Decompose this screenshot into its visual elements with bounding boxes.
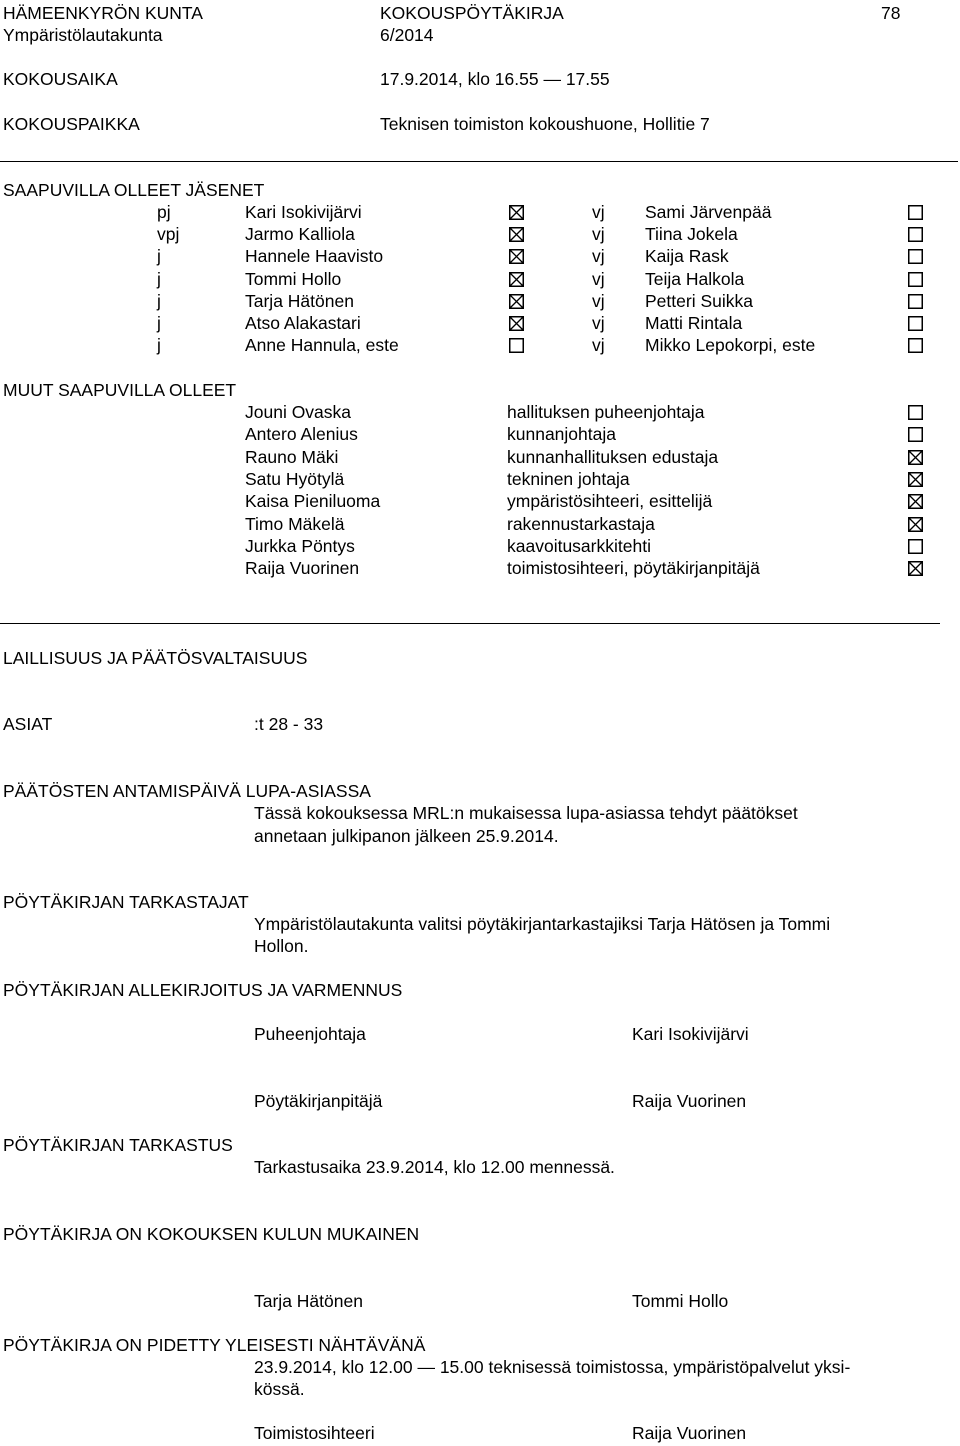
member-role: j: [157, 290, 161, 311]
deputy-name: Mikko Lepokorpi, este: [645, 335, 816, 356]
member-present-checkbox-checked[interactable]: [509, 205, 524, 220]
attendee-name: Satu Hyötylä: [245, 468, 345, 489]
deputy-name: Matti Rintala: [645, 313, 743, 333]
attendee-present-checkbox[interactable]: [908, 405, 923, 420]
member-role: j: [157, 335, 161, 356]
permit-text-line1: Tässä kokouksessa MRL:n mukaisessa lupa-asiassa tehdyt päätökset: [254, 803, 798, 823]
meeting-place-value: Teknisen toimiston kokoushuone, Hollitie 7: [380, 114, 710, 134]
members-heading: SAAPUVILLA OLLEET JÄSENET: [3, 180, 265, 200]
attendee-title: ympäristösihteeri, esittelijä: [507, 491, 713, 512]
deputy-name: Teija Halkola: [645, 268, 745, 289]
attendee-name: Kaisa Pieniluoma: [245, 491, 381, 512]
attendee-title: kunnanjohtaja: [507, 424, 616, 445]
publication-text-line1: 23.9.2014, klo 12.00 — 15.00 teknisessä toimistossa, ympäristöpalvelut yksi-: [254, 1357, 851, 1377]
attendee-present-checkbox-checked[interactable]: [908, 494, 923, 509]
member-role: pj: [157, 202, 171, 222]
municipality-name: HÄMEENKYRÖN KUNTA: [3, 3, 203, 23]
deputy-present-checkbox[interactable]: [908, 294, 923, 309]
examiners-text-line2: Hollon.: [254, 936, 309, 956]
attendee-title: rakennustarkastaja: [507, 513, 655, 534]
member-present-checkbox-checked[interactable]: [509, 227, 524, 242]
review-heading: PÖYTÄKIRJAN TARKASTUS: [3, 1135, 233, 1155]
deputy-name: Tiina Jokela: [645, 224, 738, 245]
member-present-checkbox[interactable]: [509, 338, 524, 353]
attendee-name: Rauno Mäki: [245, 446, 339, 467]
secretary-label: Pöytäkirjanpitäjä: [254, 1091, 383, 1111]
member-present-checkbox-checked[interactable]: [509, 272, 524, 287]
attendee-title: kunnanhallituksen edustaja: [507, 446, 719, 467]
publication-text-line2: kössä.: [254, 1379, 305, 1399]
deputy-name: Sami Järvenpää: [645, 202, 772, 222]
deputy-present-checkbox[interactable]: [908, 338, 923, 353]
attendee-present-checkbox-checked[interactable]: [908, 561, 923, 576]
chair-label: Puheenjohtaja: [254, 1024, 366, 1044]
member-name: Kari Isokivijärvi: [245, 202, 362, 222]
deputy-name: Kaija Rask: [645, 246, 729, 267]
page-number: 78: [881, 3, 901, 23]
conformity-signer-1: Tarja Hätönen: [254, 1291, 363, 1311]
conformity-heading: PÖYTÄKIRJA ON KOKOUKSEN KULUN MUKAINEN: [3, 1224, 420, 1244]
deputy-present-checkbox[interactable]: [908, 205, 923, 220]
attendee-name: Antero Alenius: [245, 424, 358, 445]
deputy-role: vj: [592, 335, 605, 356]
deputy-present-checkbox[interactable]: [908, 316, 923, 331]
member-role: j: [157, 246, 161, 267]
publication-heading: PÖYTÄKIRJA ON PIDETTY YLEISESTI NÄHTÄVÄNÄ: [3, 1335, 426, 1355]
publication-signer-label: Toimistosihteeri: [254, 1423, 375, 1443]
permit-heading: PÄÄTÖSTEN ANTAMISPÄIVÄ LUPA-ASIASSA: [3, 781, 371, 801]
board-name: Ympäristölautakunta: [3, 25, 163, 45]
deputy-present-checkbox[interactable]: [908, 272, 923, 287]
examiners-text-line1: Ympäristölautakunta valitsi pöytäkirjantarkastajiksi Tarja Hätösen ja Tommi: [254, 914, 831, 934]
deputy-role: vj: [592, 246, 605, 267]
meeting-time-label: KOKOUSAIKA: [3, 69, 118, 89]
attendee-name: Jurkka Pöntys: [245, 535, 355, 556]
member-role: j: [157, 313, 161, 333]
document-type: KOKOUSPÖYTÄKIRJA: [380, 3, 564, 23]
attendee-present-checkbox[interactable]: [908, 539, 923, 554]
deputy-name: Petteri Suikka: [645, 290, 753, 311]
conformity-signer-2: Tommi Hollo: [632, 1291, 729, 1311]
deputy-role: vj: [592, 202, 605, 222]
attendee-present-checkbox-checked[interactable]: [908, 517, 923, 532]
member-name: Anne Hannula, este: [245, 335, 399, 356]
attendee-present-checkbox-checked[interactable]: [908, 472, 923, 487]
others-heading: MUUT SAAPUVILLA OLLEET: [3, 380, 237, 400]
attendee-title: toimistosihteeri, pöytäkirjanpitäjä: [507, 558, 760, 579]
deputy-role: vj: [592, 268, 605, 289]
items-label: ASIAT: [3, 714, 53, 734]
publication-signer-name: Raija Vuorinen: [632, 1423, 747, 1443]
permit-text-line2: annetaan julkipanon jälkeen 25.9.2014.: [254, 826, 559, 846]
header-divider: [0, 161, 958, 162]
items-value: :t 28 - 33: [254, 714, 324, 734]
attendee-present-checkbox[interactable]: [908, 427, 923, 442]
chair-name: Kari Isokivijärvi: [632, 1024, 749, 1044]
member-name: Hannele Haavisto: [245, 246, 384, 267]
deputy-role: vj: [592, 290, 605, 311]
member-present-checkbox-checked[interactable]: [509, 294, 524, 309]
deputy-present-checkbox[interactable]: [908, 227, 923, 242]
member-name: Atso Alakastari: [245, 313, 361, 333]
deputy-present-checkbox[interactable]: [908, 249, 923, 264]
member-present-checkbox-checked[interactable]: [509, 316, 524, 331]
secretary-name: Raija Vuorinen: [632, 1091, 747, 1111]
member-present-checkbox-checked[interactable]: [509, 249, 524, 264]
attendee-title: tekninen johtaja: [507, 468, 630, 489]
signatures-heading: PÖYTÄKIRJAN ALLEKIRJOITUS JA VARMENNUS: [3, 980, 403, 1000]
member-role: vpj: [157, 224, 180, 245]
meeting-time-value: 17.9.2014, klo 16.55 — 17.55: [380, 69, 610, 89]
attendee-present-checkbox-checked[interactable]: [908, 450, 923, 465]
deputy-role: vj: [592, 313, 605, 333]
deputy-role: vj: [592, 224, 605, 245]
member-role: j: [157, 268, 161, 289]
attendee-name: Timo Mäkelä: [245, 513, 345, 534]
examiners-heading: PÖYTÄKIRJAN TARKASTAJAT: [3, 892, 249, 912]
meeting-number: 6/2014: [380, 25, 434, 45]
member-name: Tarja Hätönen: [245, 290, 354, 311]
member-name: Tommi Hollo: [245, 268, 342, 289]
review-text: Tarkastusaika 23.9.2014, klo 12.00 mennessä.: [254, 1157, 615, 1177]
member-name: Jarmo Kalliola: [245, 224, 355, 245]
attendee-title: hallituksen puheenjohtaja: [507, 402, 705, 422]
attendee-title: kaavoitusarkkitehti: [507, 535, 651, 556]
legality-heading: LAILLISUUS JA PÄÄTÖSVALTAISUUS: [3, 648, 308, 668]
meeting-place-label: KOKOUSPAIKKA: [3, 114, 140, 134]
section-divider: [0, 623, 940, 624]
attendee-name: Raija Vuorinen: [245, 558, 360, 579]
attendee-name: Jouni Ovaska: [245, 402, 352, 422]
